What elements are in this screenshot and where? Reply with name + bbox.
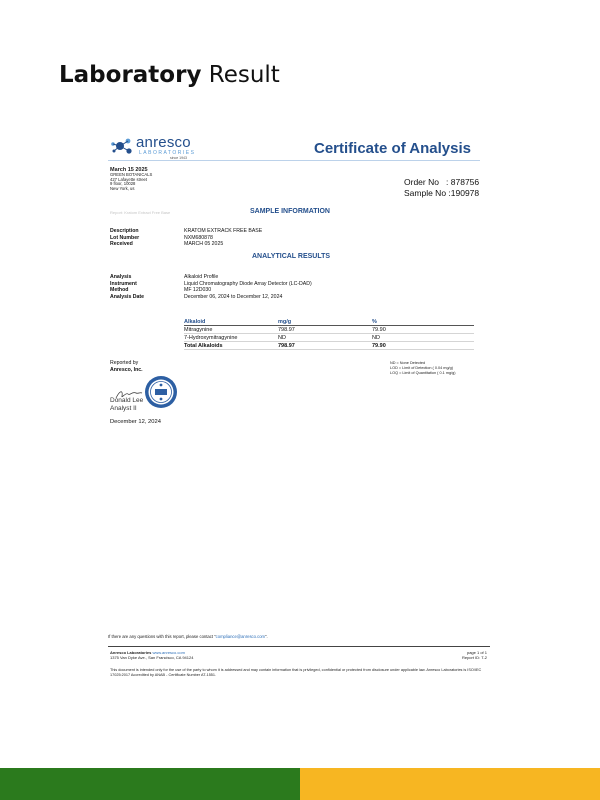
legend-line: ND = None Detected bbox=[390, 361, 426, 365]
info-row bbox=[110, 241, 262, 248]
logo-since: since 1943 bbox=[170, 156, 187, 160]
analysis-key: Analysis Date bbox=[110, 293, 145, 300]
anresco-logo-mark-icon bbox=[110, 136, 134, 156]
disclaimer: This document is intended only for the use of the party to whom it is addressed and may contain information that is privileged, confidential or protected from disclosure under applicable law. Anresco Laboratories is ISO/IEC 17025:2017 Accredited by ANAB - Certificate Number AT-1551. bbox=[110, 668, 482, 677]
table-header-row bbox=[184, 318, 474, 326]
signed-date: December 12, 2024 bbox=[110, 419, 161, 425]
column-header: mg/g bbox=[278, 318, 292, 325]
bottom-bar-yellow bbox=[300, 768, 600, 800]
analysis-key: Method bbox=[110, 287, 129, 294]
address-line: 427 Lafayette street bbox=[110, 176, 148, 182]
analysis-key: Analysis bbox=[110, 274, 132, 280]
analysis-row bbox=[110, 281, 312, 288]
info-key: Received bbox=[110, 241, 133, 248]
info-key: Description bbox=[110, 228, 139, 234]
column-header: Alkaloid bbox=[184, 318, 206, 325]
page-title-regular: Result bbox=[208, 62, 280, 88]
table-cell: 79.90 bbox=[372, 326, 386, 333]
accreditation-seal-icon bbox=[144, 375, 178, 409]
table-cell: Total Alkaloids bbox=[184, 342, 223, 349]
analysis-row bbox=[110, 294, 312, 301]
table-cell: 798.97 bbox=[278, 326, 295, 333]
table-row bbox=[184, 326, 474, 334]
report-id: Report ID: T-2 bbox=[461, 655, 487, 661]
anresco-logo bbox=[110, 134, 200, 160]
analysis-value: Liquid Chromatography Diode Array Detector (LC-DAD) bbox=[184, 280, 312, 287]
signer bbox=[110, 397, 143, 413]
page-title-bold: Laboratory bbox=[59, 62, 202, 88]
table-cell: ND bbox=[278, 334, 286, 341]
certificate-title: Certificate of Analysis bbox=[314, 140, 471, 157]
signer-name: Donald Lee bbox=[110, 397, 144, 404]
footer-lab-info bbox=[110, 650, 193, 661]
footer-divider bbox=[108, 646, 490, 647]
signer-title: Analyst II bbox=[110, 405, 137, 412]
bottom-bar-green bbox=[0, 768, 300, 800]
address-line: New York, us bbox=[110, 185, 135, 191]
info-value: KRATOM EXTRACK FREE BASE bbox=[184, 228, 263, 234]
analysis-value: MF 12D030 bbox=[184, 287, 212, 294]
certificate-of-analysis bbox=[104, 122, 488, 677]
info-row bbox=[110, 228, 262, 235]
table-cell: Mitragynine bbox=[184, 326, 213, 333]
info-key: Lot Number bbox=[110, 234, 140, 241]
footer-website-link[interactable]: www.anresco.com bbox=[152, 650, 185, 655]
contact-prefix: If there are any questions with this report, please contact " bbox=[108, 634, 216, 639]
legend-line: LOQ = Limit of Quantitation ( 0.1 mg/g) bbox=[390, 371, 456, 375]
address-line: GREEN BOTANICALS bbox=[110, 172, 153, 177]
sample-information-title: SAMPLE INFORMATION bbox=[250, 208, 330, 215]
reported-by-company: Anresco, Inc. bbox=[110, 366, 143, 373]
report-date: March 15 2025 bbox=[110, 167, 148, 173]
header-divider bbox=[108, 160, 480, 161]
address-line: 9 floor, 10028 bbox=[110, 181, 136, 187]
table-cell: 79.90 bbox=[372, 342, 386, 349]
legend-line: LOD = Limit of Detection ( 0.04 mg/g) bbox=[390, 366, 453, 370]
footer-address: 1375 Van Dyke Ave., San Francisco, CA 94124 bbox=[110, 655, 194, 661]
analytical-results-title: ANALYTICAL RESULTS bbox=[252, 253, 331, 260]
table-total-row bbox=[184, 342, 474, 350]
contact-note bbox=[108, 634, 268, 639]
faint-line: Report: Kratom Extract Free Base bbox=[110, 210, 171, 215]
sample-number: Sample No :190978 bbox=[404, 188, 480, 198]
contact-suffix: ". bbox=[265, 634, 268, 639]
reported-by-label: Reported by bbox=[110, 360, 139, 366]
analysis-value: Alkaloid Profile bbox=[184, 274, 219, 280]
logo-subtitle: LABORATORIES bbox=[139, 150, 196, 156]
reported-by bbox=[110, 360, 143, 373]
page-title bbox=[59, 62, 280, 88]
analysis-row bbox=[110, 287, 312, 294]
analysis-row bbox=[110, 274, 312, 281]
page-number: page 1 of 1 bbox=[466, 650, 487, 655]
order-number: Order No : 878756 bbox=[404, 177, 480, 187]
client-address bbox=[110, 167, 152, 191]
footer-page-info bbox=[441, 650, 487, 661]
analytical-details bbox=[110, 274, 312, 300]
analysis-value: December 06, 2024 to December 12, 2024 bbox=[184, 293, 283, 300]
info-row bbox=[110, 235, 262, 242]
table-cell: ND bbox=[372, 334, 380, 341]
order-sample-numbers bbox=[404, 177, 479, 199]
contact-email-link[interactable]: compliance@anresco.com bbox=[215, 634, 266, 639]
logo-name: anresco bbox=[136, 134, 191, 151]
detection-legend bbox=[390, 361, 456, 376]
table-cell: 7-Hydroxymitragynine bbox=[184, 334, 238, 341]
column-header: % bbox=[372, 318, 377, 325]
results-table bbox=[184, 318, 474, 350]
table-row bbox=[184, 334, 474, 342]
footer-company: Anresco Laboratories bbox=[110, 650, 152, 655]
info-value: NXM680878 bbox=[184, 234, 213, 241]
table-cell: 798.97 bbox=[278, 342, 295, 349]
info-value: MARCH 05 2025 bbox=[184, 241, 224, 248]
analysis-key: Instrument bbox=[110, 280, 137, 287]
sample-information bbox=[110, 228, 262, 248]
